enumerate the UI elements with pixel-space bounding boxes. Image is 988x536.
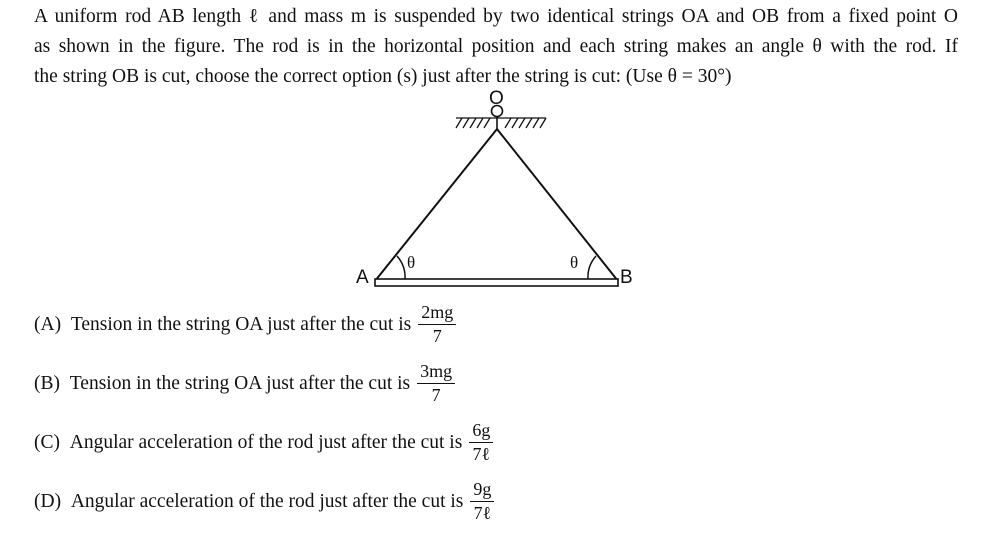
option-d-denominator: 7ℓ <box>473 503 492 523</box>
option-c[interactable] <box>34 420 493 465</box>
string-oa <box>375 129 497 281</box>
option-c-denominator: 7ℓ <box>472 444 491 464</box>
option-b-denominator: 7 <box>431 385 441 405</box>
option-a-label: (A) <box>34 313 62 335</box>
option-b-numerator: 3mg <box>417 361 455 384</box>
option-d-numerator: 9g <box>470 479 494 502</box>
option-d[interactable] <box>34 479 494 524</box>
option-c-text: Angular acceleration of the rod just after the cut is <box>69 431 463 453</box>
option-b-label: (B) <box>34 372 60 394</box>
angle-label-left: θ <box>407 253 416 272</box>
option-d-fraction <box>470 479 494 524</box>
angle-arc-left <box>397 256 405 279</box>
rod-ab <box>375 279 618 286</box>
option-c-fraction <box>469 420 493 465</box>
angle-arc-right <box>588 256 596 279</box>
option-a-text: Tension in the string OA just after the cut is <box>70 313 412 335</box>
string-ob <box>497 129 618 281</box>
option-b-text: Tension in the string OA just after the cut is <box>69 372 411 394</box>
option-b[interactable] <box>34 361 455 406</box>
option-c-label: (C) <box>34 431 60 453</box>
option-d-label: (D) <box>34 490 62 512</box>
label-b: B <box>620 267 633 288</box>
option-a-denominator: 7 <box>432 326 442 346</box>
question-line-1: A uniform rod AB length ℓ and mass m is suspended by two identical strings OA and OB from a fixed point O <box>34 6 958 27</box>
option-c-numerator: 6g <box>469 420 493 443</box>
option-a[interactable] <box>34 302 456 347</box>
option-a-fraction <box>418 302 456 347</box>
fixed-ceiling <box>456 118 546 128</box>
option-a-numerator: 2mg <box>418 302 456 325</box>
label-o: O <box>489 88 504 109</box>
option-b-fraction <box>417 361 455 406</box>
angle-label-right: θ <box>570 253 579 272</box>
question-line-2: as shown in the figure. The rod is in the horizontal position and each string makes an angle θ with the rod. If <box>34 36 958 57</box>
question-line-3: the string OB is cut, choose the correct option (s) just after the string is cut: (Use θ = 30°) <box>34 66 732 87</box>
option-d-text: Angular acceleration of the rod just after the cut is <box>70 490 464 512</box>
label-a: A <box>356 267 369 288</box>
